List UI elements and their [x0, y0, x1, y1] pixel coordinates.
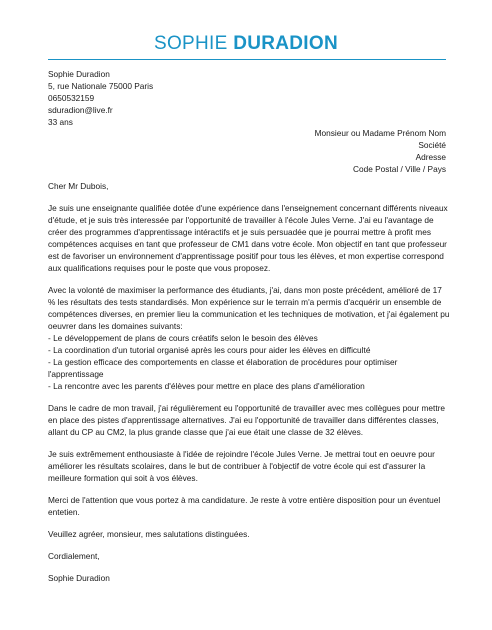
sender-phone: 0650532159: [48, 93, 95, 103]
skills-list: [48, 332, 450, 392]
sender-email: sduradion@live.fr: [48, 105, 113, 115]
sender-name: Sophie Duradion: [48, 69, 110, 79]
signature: Sophie Duradion: [48, 573, 110, 583]
list-item: - La gestion efficace des comportements en classe et élaboration de procédures pour optimiser l'apprentissage: [48, 357, 398, 379]
recipient-name: Monsieur ou Madame Prénom Nom: [314, 128, 446, 138]
letter-body: [48, 180, 450, 594]
salutation: Cher Mr Dubois,: [48, 181, 109, 191]
last-name: DURADION: [233, 33, 338, 54]
header-divider: [48, 59, 446, 60]
list-item: - La rencontre avec les parents d'élèves pour mettre en place des plans d'amélioration: [48, 381, 365, 391]
recipient-block: [315, 127, 446, 175]
paragraph-experience-text: Avec la volonté de maximiser la performance des étudiants, j'ai, dans mon poste précédent, amélioré de 17 % les résultats des tests standardisés. Mon expérience sur le terrain m'a permis d'acquérir un ensemble de compétences diverses, en premier lieu la communication et les techniques de motivation, et j'ai également pu oeuvrer dans les domaines suivants:: [48, 285, 450, 331]
sender-age: 33 ans: [48, 117, 73, 127]
paragraph-enthusiasm: Je suis extrêmement enthousiaste à l'idée de rejoindre l'école Jules Verne. Je mettrai tout en oeuvre pour améliorer les résultats scolaires, dans le but de contribuer à l'objectif de votre école qui est d'assurer la meilleure formation qui soit à vos élèves.: [48, 449, 435, 483]
regards: Cordialement,: [48, 551, 100, 561]
list-item: - La coordination d'un tutorial organisé après les cours pour aider les élèves en difficulté: [48, 345, 371, 355]
paragraph-thanks: Merci de l'attention que vous portez à ma candidature. Je reste à votre entière disposition pour un éventuel entetien.: [48, 495, 441, 517]
paragraph-intro: Je suis une enseignante qualifiée dotée d'une expérience dans l'enseignement concernant différents niveaux d'étude, et je suis très interessée par l'opportunité de travailler à l'école Jules Verne. J'ai eu l'avantage de créer des programmes d'apprentissage intéractifs et je suis persuadée que je pourrai mettre à profit mes compétences acquises en tant que professeur de CM1 dans votre école. Mon objectif en tant que professeur est de favoriser un environnement d'apprentissage positif pour tous les élèves, et mon expertise correspond aux qualifications requises pour le poste que vous proposez.: [48, 203, 448, 273]
recipient-company: Société: [418, 140, 446, 150]
recipient-city: Code Postal / Ville / Pays: [352, 164, 446, 174]
sender-address: 5, rue Nationale 75000 Paris: [48, 81, 154, 91]
paragraph-experience: [48, 284, 450, 392]
sender-block: [48, 68, 153, 128]
paragraph-work: Dans le cadre de mon travail, j'ai régulièrement eu l'opportunité de travailler avec mes collègues pour mettre en place des pistes d'apprentissage alternatives. J'ai eu l'opportunité de travailler dans différentes classes, allant du CP au CM2, la plus grande classe que j'ai eue était une classe de 32 élèves.: [48, 403, 446, 437]
closing-formula: Veuillez agréer, monsieur, mes salutations distinguées.: [48, 529, 250, 539]
first-name: SOPHIE: [154, 33, 228, 54]
page-title: [0, 32, 492, 56]
recipient-address: Adresse: [415, 152, 446, 162]
list-item: - Le développement de plans de cours créatifs selon le besoin des élèves: [48, 333, 318, 343]
